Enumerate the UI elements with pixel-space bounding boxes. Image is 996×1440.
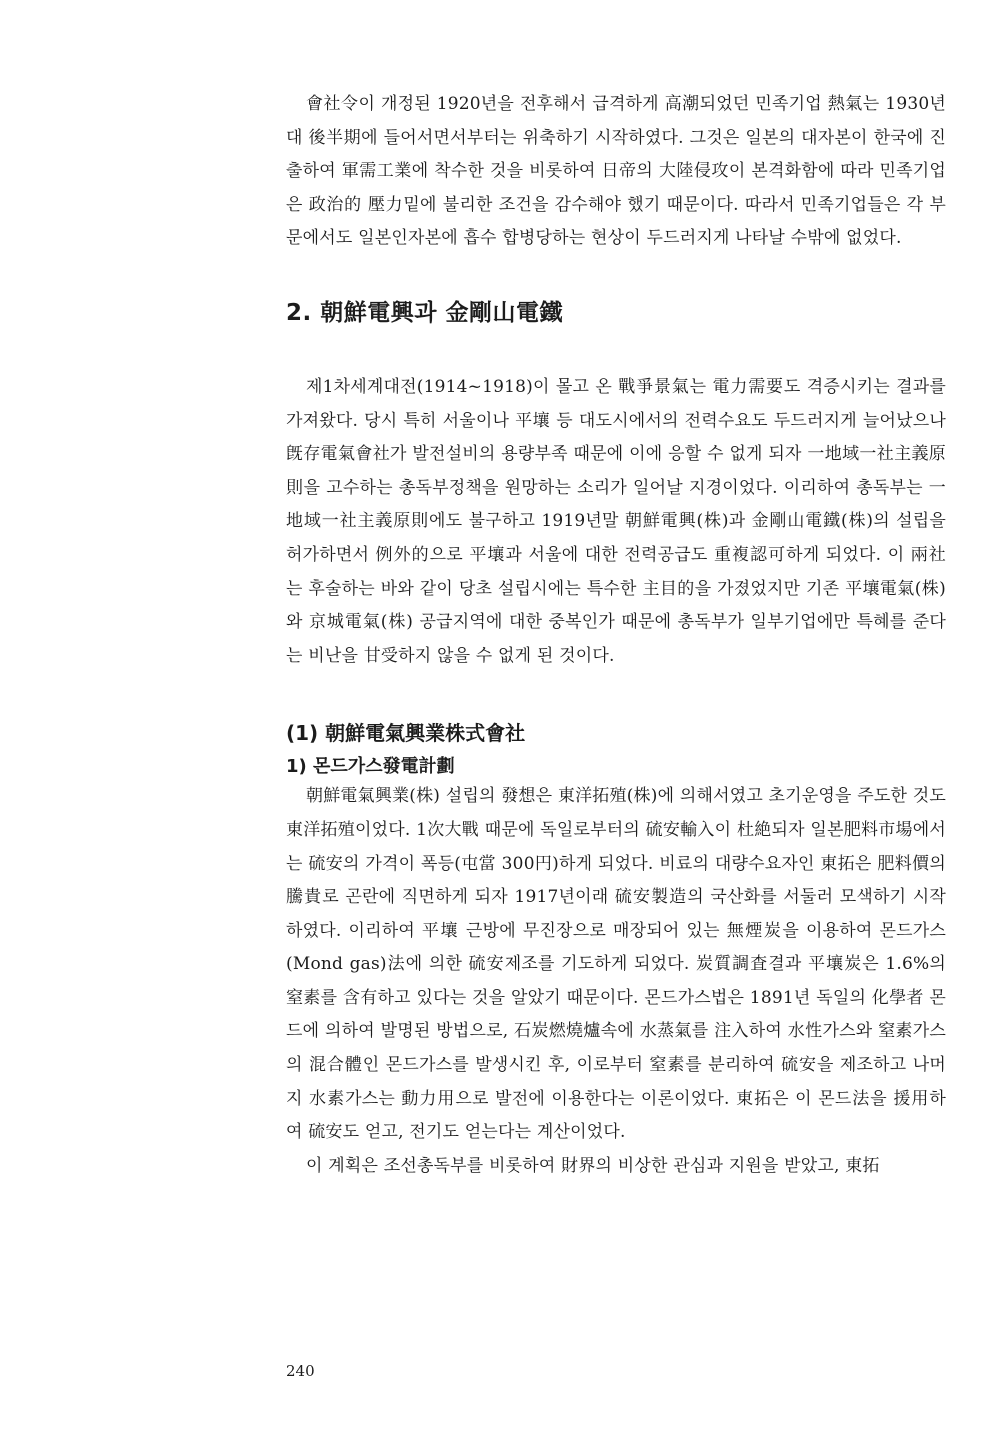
page-number: 240 (286, 1362, 315, 1380)
intro-paragraph: 會社令이 개정된 1920년을 전후해서 급격하게 高潮되었던 민족기업 熱氣는 1930년대 後半期에 들어서면서부터는 위축하기 시작하였다. 그것은 일본의 대자본이 한국에 진출하여 軍需工業에 착수한 것을 비롯하여 日帝의 大陸侵攻이 본격화함에 따라 민족기업은 政治的 壓力밑에 불리한 조건을 감수해야 했기 때문이다. 따라서 민족기업들은 각 부문에서도 일본인자본에 흡수 합병당하는 현상이 두드러지게 나타날 수밖에 없었다. (286, 94, 946, 249)
subsub-heading: 1) 몬드가스發電計劃 (286, 756, 455, 778)
section-paragraph: 제1차세계대전(1914~1918)이 몰고 온 戰爭景氣는 電力需要도 격증시키는 결과를 가져왔다. 당시 특히 서울이나 平壤 등 대도시에서의 전력수요도 두드러지게 늘어났으나 旣存電氣會社가 발전설비의 용량부족 때문에 이에 응할 수 없게 되자 一地域一社主義原則을 고수하는 총독부정책을 원망하는 소리가 일어날 지경이었다. 이리하여 총독부는 一地域一社主義原則에도 불구하고 1919년말 朝鮮電興(株)과 金剛山電鐵(株)의 설립을 허가하면서 例外的으로 平壤과 서울에 대한 전력공급도 重複認可하게 되었다. 이 兩社는 후술하는 바와 같이 당초 설립시에는 특수한 主目的을 가졌었지만 기존 平壤電氣(株)와 京城電氣(株) 공급지역에 대한 중복인가 때문에 총독부가 일부기업에만 특혜를 준다는 비난을 甘受하지 않을 수 없게 된 것이다. (286, 376, 946, 666)
mond-paragraph-1: 朝鮮電氣興業(株) 설립의 發想은 東洋拓殖(株)에 의해서였고 초기운영을 주도한 것도 東洋拓殖이었다. 1次大戰 때문에 독일로부터의 硫安輸入이 杜絶되자 일본肥料市場에서는 硫安의 가격이 폭등(屯當 300円)하게 되었다. 비료의 대량수요자인 東拓은 肥料價의 騰貴로 곤란에 직면하게 되자 1917년이래 硫安製造의 국산화를 서둘러 모색하기 시작하였다. 이리하여 平壤 근방에 무진장으로 매장되어 있는 無煙炭을 이용하여 몬드가스(Mond gas)法에 의한 硫安제조를 기도하게 되었다. 炭質調査결과 平壤炭은 1.6%의 窒素를 含有하고 있다는 것을 알았기 때문이다. 몬드가스법은 1891년 독일의 化學者 몬드에 의하여 발명된 방법으로, 石炭燃燒爐속에 水蒸氣를 注入하여 水性가스와 窒素가스의 混合體인 몬드가스를 발생시킨 후, 이로부터 窒素를 분리하여 硫安을 제조하고 나머지 水素가스는 動力用으로 발전에 이용한다는 이론이었다. 東拓은 이 몬드法을 援用하여 硫安도 얻고, 전기도 얻는다는 계산이었다. (286, 786, 946, 1143)
page-content (286, 88, 946, 1183)
section-heading: 2. 朝鮮電興과 金剛山電鐵 (286, 299, 563, 326)
sub-heading: (1) 朝鮮電氣興業株式會社 (286, 721, 526, 746)
mond-paragraph-2: 이 계획은 조선총독부를 비롯하여 財界의 비상한 관심과 지원을 받았고, 東拓 (306, 1155, 880, 1176)
